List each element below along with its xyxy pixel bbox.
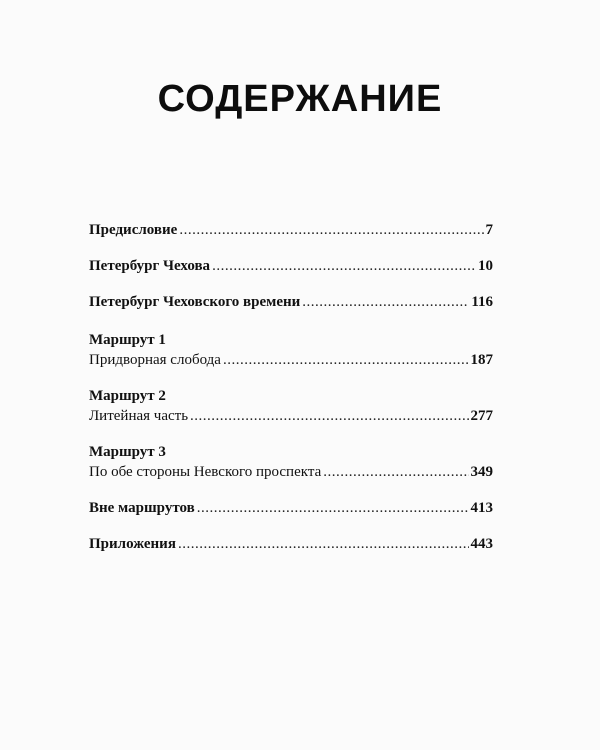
- toc-entry-chekhov-era-petersburg[interactable]: [89, 292, 493, 312]
- toc-entry-chekhov-petersburg[interactable]: [89, 256, 493, 276]
- dot-leader: [190, 406, 468, 426]
- table-of-contents: [89, 220, 493, 554]
- toc-page-number: 443: [470, 536, 493, 552]
- toc-page-number: 413: [470, 500, 493, 516]
- dot-leader: [302, 292, 469, 312]
- toc-entry-label: Петербург Чеховского времени: [89, 294, 301, 310]
- toc-entry-route-3[interactable]: [89, 462, 493, 482]
- toc-page-number: 187: [470, 352, 493, 368]
- toc-entry-route-2[interactable]: [89, 406, 493, 426]
- toc-entry-label: Петербург Чехова: [89, 258, 211, 274]
- toc-entry-label: Придворная слобода: [89, 352, 221, 368]
- route-heading: Маршрут 2: [89, 388, 166, 404]
- toc-entry-off-route[interactable]: [89, 498, 493, 518]
- toc-group-route-2: [89, 386, 493, 426]
- toc-entry-label: Предисловие: [89, 222, 178, 238]
- toc-group-route-3: [89, 442, 493, 482]
- dot-leader: [323, 462, 468, 482]
- toc-entry-label: Приложения: [89, 536, 176, 552]
- toc-page-number: 349: [470, 464, 493, 480]
- page-title: СОДЕРЖАНИЕ: [157, 78, 443, 120]
- toc-page-number: 10: [478, 258, 493, 274]
- route-heading: Маршрут 3: [89, 444, 166, 460]
- toc-entry-label: По обе стороны Невского проспекта: [89, 464, 322, 480]
- toc-entry-route-1[interactable]: [89, 350, 493, 370]
- toc-page-number: 277: [470, 408, 493, 424]
- dot-leader: [178, 534, 469, 554]
- route-heading: Маршрут 1: [89, 332, 166, 348]
- toc-page-number: 7: [485, 222, 493, 238]
- toc-group-route-1: [89, 330, 493, 370]
- dot-leader: [212, 256, 476, 276]
- toc-entry-label: Литейная часть: [89, 408, 189, 424]
- toc-page-number: 116: [471, 294, 493, 310]
- toc-entry-preface[interactable]: [89, 220, 493, 240]
- toc-entry-label: Вне маршрутов: [89, 500, 195, 516]
- toc-entry-appendices[interactable]: [89, 534, 493, 554]
- dot-leader: [179, 220, 483, 240]
- dot-leader: [197, 498, 469, 518]
- dot-leader: [223, 350, 469, 370]
